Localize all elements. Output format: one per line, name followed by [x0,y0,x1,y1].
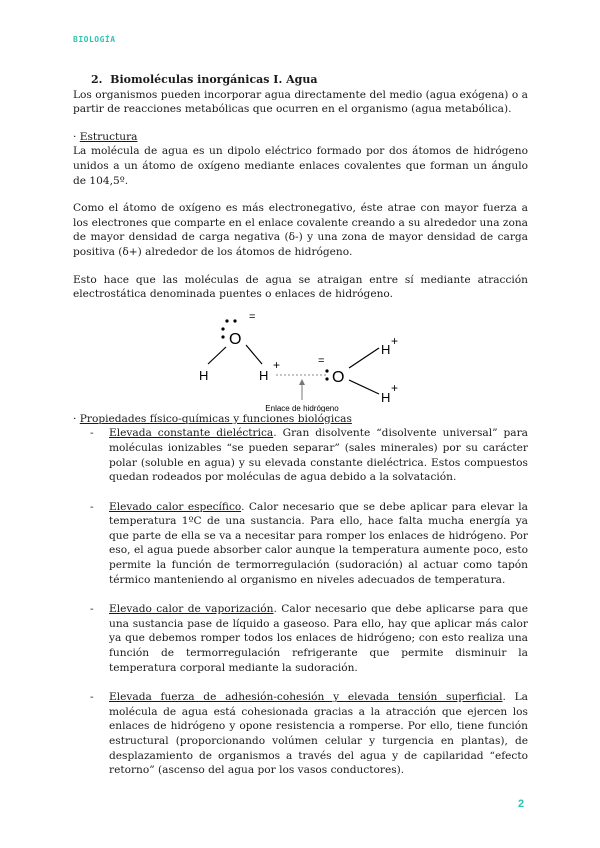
propiedades-heading-text: Propiedades físico-químicas y funciones biológicas [79,412,352,425]
bond-line [208,347,226,364]
property-text: . Calor necesario que debe aplicarse para que una sustancia pase de líquido a gaseoso. Para ello, hay que aplicar más calor ya que debemos romper todos los enlaces de hidrógeno; con esto realiza una función de termorregulación refrigerante que permite disminuir la temperatura corporal mediante la sudoración. [109,603,528,674]
oxygen-left: O [229,330,242,348]
section-title-text: Biomoléculas inorgánicas I. Agua [110,73,318,86]
page-number: 2 [518,798,525,810]
property-text: . Calor necesario que se debe aplicar para elevar la temperatura 1ºC de una sustancia. Para ello, hace falta mucha energía ya que parte de ella se va a necesitar para romper los enlaces de hidrógeno. Por eso, el agua puede absorber calor aunque la temperatura aumente poco, esto permite la función de termorregulación (sudoración) al actuar como tapón térmico manteniendo al organismo en niveles adecuados de temperatura. [109,500,528,586]
charge-plus-left: + [273,357,281,372]
list-dash: - [90,500,94,513]
hydrogen-bond-diagram [73,302,528,412]
property-term: Elevado calor de vaporización [109,603,274,616]
charge-plus-right-1: + [391,333,399,348]
property-term: Elevado calor específico [109,500,242,513]
hydrogen-left-2: H [259,367,269,383]
list-item [73,690,528,778]
charge-plus-right-2: + [391,380,399,395]
oxygen-right: O [332,368,345,386]
estructura-heading [73,130,528,145]
lone-pair-dot [225,319,228,322]
lone-pair-dot [221,327,224,330]
estructura-paragraph-3: Esto hace que las moléculas de agua se atraigan entre sí mediante atracción electrostática denominada puentes o enlaces de hidrógeno. [73,273,528,301]
charge-eq-right: = [318,354,325,367]
list-item [73,602,528,675]
header-subject-tag: BIOLOGÍA [73,35,116,44]
property-term: Elevada constante dieléctrica [109,427,274,440]
lone-pair-dot [325,369,328,372]
section-number: 2. [91,73,103,86]
hydrogen-left-1: H [199,367,209,383]
section-title [91,73,528,88]
bullet: · [73,130,77,143]
estructura-heading-text: Estructura [79,130,138,143]
list-dash: - [90,603,94,616]
estructura-paragraph-1: La molécula de agua es un dipolo eléctrico formado por dos átomos de hidrógeno unidos a un átomo de oxígeno mediante enlaces covalentes que forman un ángulo de 104,5º. [73,145,528,187]
propiedades-heading [73,412,528,427]
property-text: . Gran disolvente “disolvente universal” para moléculas ionizables “se pueden separar” (sales minerales) por su carácter polar (soluble en agua) y su elevada constante dieléctrica. Estos compuestos quedan rodeados por moléculas de agua debido a la solvatación. [109,427,529,484]
bond-line [349,380,379,394]
hydrogen-right-2: H [381,389,391,405]
lone-pair-dot [325,377,328,380]
arrow-head-icon [299,379,305,385]
estructura-paragraph-2: Como el átomo de oxígeno es más electronegativo, éste atrae con mayor fuerza a los electrones que comparte en el enlace covalente creando a su alrededor una zona de mayor densidad de carga negativa (δ-) y una zona de mayor densidad de carga positiva (δ+) alrededor de los átomos de hidrógeno. [73,202,528,258]
hydrogen-right-1: H [381,341,391,357]
property-text: . La molécula de agua está cohesionada gracias a la atracción que ejercen los enlaces de hidrógeno y opone resistencia a romperse. Por ello, tiene función estructural (proporcionando volúmen celular y turgencia en plantas), de desplazamiento de organismos a través del agua y de capilaridad “efecto retorno” (ascenso del agua por los vasos conductores). [109,691,528,777]
charge-eq-left: = [249,310,256,323]
bond-line [349,348,379,368]
list-item [73,426,528,484]
intro-paragraph: Los organismos pueden incorporar agua directamente del medio (agua exógena) o a partir de reacciones metabólicas que ocurren en el organismo (agua metabólica). [73,88,528,116]
lone-pair-dot [221,335,224,338]
list-dash: - [90,691,94,704]
property-term: Elevada fuerza de adhesión-cohesión y elevada tensión superficial [109,691,503,704]
hydrogen-bond-svg [73,302,528,412]
diagram-caption: Enlace de hidrógeno [265,403,339,412]
list-item [73,500,528,588]
bond-line [246,345,262,364]
list-dash: - [90,427,94,440]
properties-list [73,426,528,777]
document-body [73,73,528,793]
lone-pair-dot [233,319,236,322]
bullet: · [73,412,77,425]
